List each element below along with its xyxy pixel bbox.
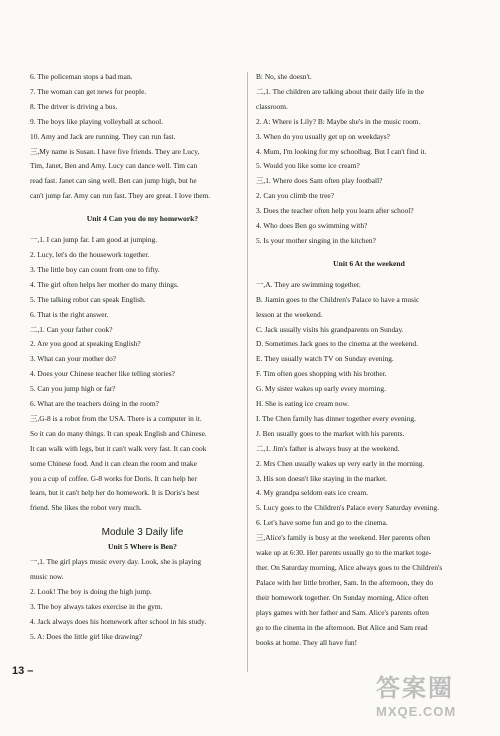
text-line: friend. She likes the robot very much. <box>30 503 142 513</box>
page-number: 13 – <box>12 665 34 677</box>
text-line: wake up at 6:30. Her parents usually go to the market toge- <box>256 548 432 558</box>
text-line: 6. Let's have some fun and go to the cinema. <box>256 518 388 528</box>
text-line: So it can do many things. It can speak English and Chinese. <box>30 428 207 438</box>
text-line: 3. His son doesn't like staying in the market. <box>256 473 388 483</box>
text-line: their homework together. On Sunday morning, Alice often <box>256 592 429 602</box>
unit5-answers <box>30 555 255 644</box>
text-line: 3. When do you usually get up on weekdays? <box>256 131 390 141</box>
watermark-top: 答案圈 <box>376 675 454 702</box>
text-line: 3. The little boy can count from one to fifty. <box>30 264 160 274</box>
text-line: 三,G-8 is a robot from the USA. There is a computer in it. <box>30 413 202 423</box>
text-line: Palace with her little brother, Sam. In the afternoon, they do <box>256 577 434 587</box>
text-line: books at home. They all have fun! <box>256 637 358 647</box>
unit6-heading: Unit 6 At the weekend <box>333 258 405 268</box>
text-line: you a cup of coffee. G-8 works for Doris. It can help her <box>30 473 197 483</box>
unit6-answers <box>256 278 482 531</box>
text-line: Tim, Janet, Ben and Amy. Lucy can dance well. Tim can <box>30 161 198 171</box>
text-line: H. She is eating ice cream now. <box>256 399 350 409</box>
paragraph-robot <box>30 412 255 516</box>
text-line: music now. <box>30 572 64 582</box>
text-line: learn, but it can't help her do homework. It is Doris's best <box>30 488 200 498</box>
text-line: 一,1. The girl plays music every day. Look, she is playing <box>30 557 202 567</box>
text-line: plays games with her father and Sam. Alice's parents often <box>256 607 429 617</box>
left-column <box>30 70 255 645</box>
text-line: J. Ben usually goes to the market with his parents. <box>256 428 405 438</box>
text-line: 三,1. Where does Sam often play football? <box>256 176 383 186</box>
text-line: classroom. <box>256 101 288 111</box>
text-line: B. Jiamin goes to the Children's Palace to have a music <box>256 294 420 304</box>
text-line: 二,1. Jim's father is always busy at the weekend. <box>256 443 400 453</box>
text-line: C. Jack usually visits his grandparents on Sunday. <box>256 324 404 334</box>
text-line: 5. Lucy goes to the Children's Palace every Saturday evening. <box>256 503 439 513</box>
left-top-lines <box>30 70 255 145</box>
text-line: 4. The girl often helps her mother do many things. <box>30 279 179 289</box>
text-line: 二,1. The children are talking about their daily life in the <box>256 86 424 96</box>
text-line: 10. Amy and Jack are running. They can run fast. <box>30 131 176 141</box>
text-line: 6. That is the right answer. <box>30 309 109 319</box>
column-divider <box>247 72 248 672</box>
text-line: 9. The boys like playing volleyball at school. <box>30 116 164 126</box>
text-line: 8. The driver is driving a bus. <box>30 101 118 111</box>
unit4-answers <box>30 233 255 412</box>
text-line: 2. A: Where is Lily? B: Maybe she's in the music room. <box>256 116 421 126</box>
text-line: can't jump far. Amy can run fast. They are great. I love them. <box>30 191 211 201</box>
paragraph-susan <box>30 145 255 205</box>
text-line: 3. The boy always takes exercise in the gym. <box>30 601 163 611</box>
text-line: 5. Would you like some ice cream? <box>256 161 360 171</box>
text-line: 3. What can your mother do? <box>30 354 117 364</box>
text-line: ther. On Saturday morning, Alice always goes to the Children's <box>256 563 443 572</box>
text-line: B: No, she doesn't. <box>256 72 312 81</box>
text-line: 三,My name is Susan. I have five friends. They are Lucy, <box>30 146 200 156</box>
text-line: some Chinese food. And it can clean the room and make <box>30 458 197 468</box>
text-line: 6. What are the teachers doing in the room? <box>30 399 159 409</box>
text-line: 一,1. I can jump far. I am good at jumping. <box>30 235 158 245</box>
text-line: lesson at the weekend. <box>256 309 323 319</box>
right-column <box>256 70 482 650</box>
text-line: 二,1. Can your father cook? <box>30 324 113 334</box>
text-line: 5. Is your mother singing in the kitchen? <box>256 235 376 245</box>
unit5-heading: Unit 5 Where is Ben? <box>108 542 177 552</box>
text-line: 4. Jack always does his homework after school in his study. <box>30 616 207 626</box>
text-line: 2. Mrs Chen usually wakes up very early in the morning. <box>256 458 425 468</box>
text-line: 5. Can you jump high or far? <box>30 384 116 394</box>
text-line: 2. Look! The boy is doing the high jump. <box>30 587 152 596</box>
watermark-bottom: MXQE.COM <box>376 704 457 719</box>
text-line: 5. A: Does the little girl like drawing? <box>30 631 143 641</box>
text-line: 2. Can you climb the tree? <box>256 191 334 201</box>
text-line: 4. Who does Ben go swimming with? <box>256 221 368 231</box>
text-line: 7. The woman can get news for people. <box>30 86 147 96</box>
text-line: F. Tim often goes shopping with his brother. <box>256 369 387 379</box>
text-line: 2. Are you good at speaking English? <box>30 339 141 349</box>
text-line: 4. My grandpa seldom eats ice cream. <box>256 488 369 498</box>
unit4-heading: Unit 4 Can you do my homework? <box>86 214 199 224</box>
text-line: 5. The talking robot can speak English. <box>30 294 146 304</box>
text-line: 2. Lucy, let's do the housework together. <box>30 249 150 259</box>
text-line: 4. Does your Chinese teacher like telling stories? <box>30 369 175 379</box>
unit5-answers-continued <box>256 70 482 249</box>
module3-heading: Module 3 Daily life <box>101 527 184 539</box>
text-line: D. Sometimes Jack goes to the cinema at the weekend. <box>256 339 418 349</box>
text-line: 4. Mum, I'm looking for my schoolbag. But I can't find it. <box>256 146 427 156</box>
text-line: 6. The policeman stops a bad man. <box>30 72 133 81</box>
text-line: I. The Chen family has dinner together every evening. <box>256 413 416 423</box>
text-line: 三,Alice's family is busy at the weekend. Her parents often <box>256 533 431 543</box>
paragraph-alice <box>256 531 482 650</box>
text-line: G. My sister wakes up early every morning. <box>256 384 386 394</box>
text-line: read fast. Janet can sing well. Ben can jump high, but he <box>30 176 197 186</box>
text-line: It can walk with legs, but it can't walk very fast. It can cook <box>30 443 207 453</box>
text-line: 3. Does the teacher often help you learn after school? <box>256 206 414 216</box>
text-line: 一,A. They are swimming together. <box>256 279 361 289</box>
watermark-logo <box>376 674 494 730</box>
text-line: go to the cinema in the afternoon. But Alice and Sam read <box>256 622 428 632</box>
text-line: E. They usually watch TV on Sunday evening. <box>256 354 394 364</box>
